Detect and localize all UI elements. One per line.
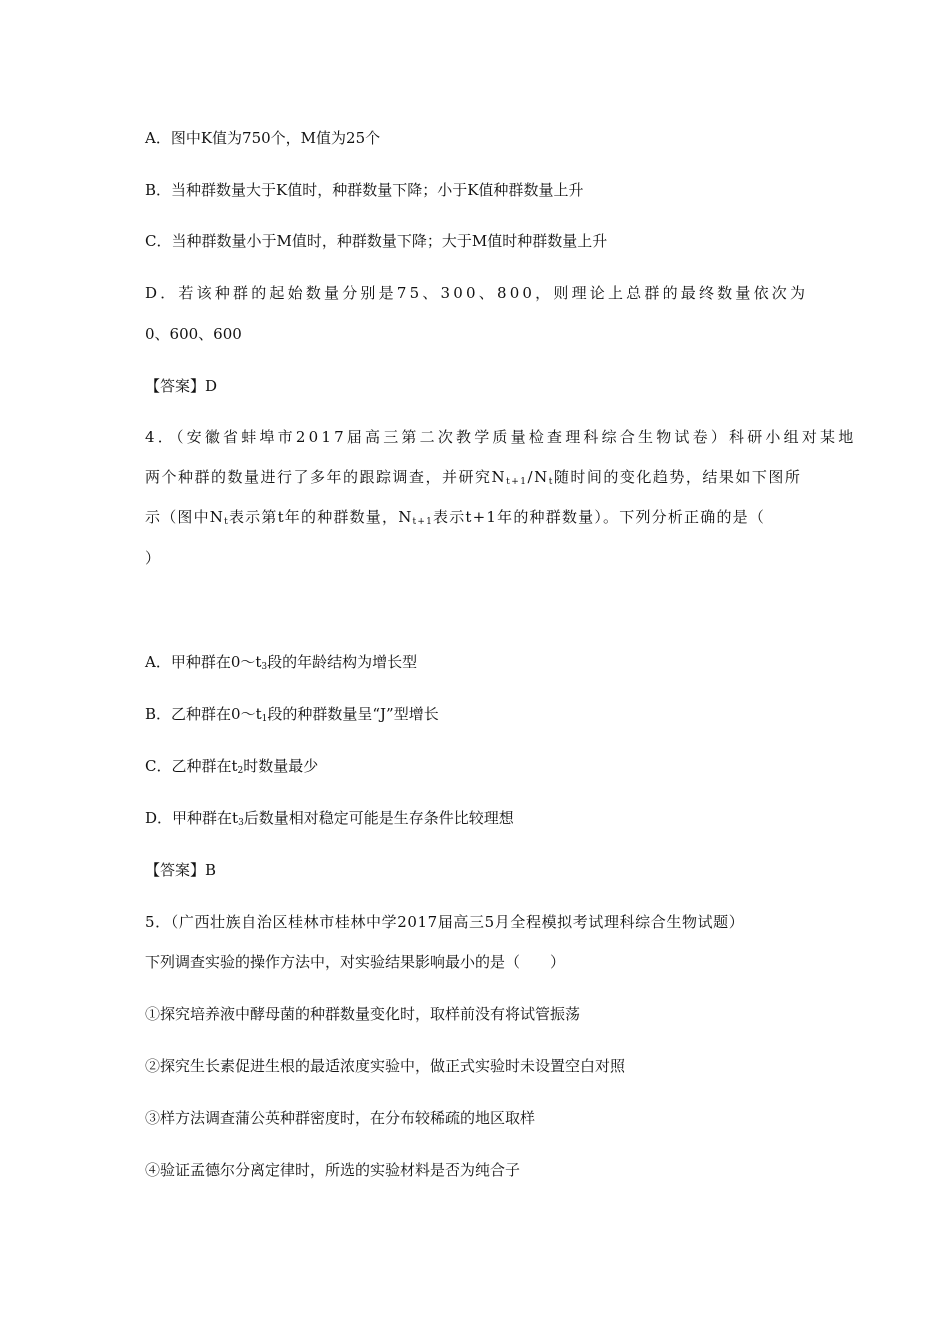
q4-option-c-sub: 2 xyxy=(237,766,244,776)
q4-line2-post: 随时间的变化趋势，结果如下图所 xyxy=(553,468,802,486)
q4-option-c-pre: C．乙种群在t xyxy=(145,757,238,775)
q5-item-4: ④验证孟德尔分离定律时，所选的实验材料是否为纯合子 xyxy=(145,1161,521,1179)
q5-stem-line1: 5．（广西壮族自治区桂林市桂林中学2017届高三5月全程模拟考试理科综合生物试题） xyxy=(145,913,745,931)
q4-line2-mid: /N xyxy=(527,468,549,486)
q5-item-1: ①探究培养液中酵母菌的种群数量变化时，取样前没有将试管振荡 xyxy=(145,1005,581,1023)
q4-option-d-post: 后数量相对稳定可能是生存条件比较理想 xyxy=(243,809,514,827)
q4-option-b-sub: 1 xyxy=(261,714,268,724)
q4-option-d-pre: D．甲种群在t xyxy=(145,809,239,827)
q3-option-a: A．图中K值为750个，M值为25个 xyxy=(145,129,381,147)
q4-stem-line3 xyxy=(145,507,825,527)
q4-option-c xyxy=(145,756,825,776)
q4-line3-sub2: t+1 xyxy=(412,517,434,527)
q4-option-a-post: 段的年龄结构为增长型 xyxy=(267,653,418,671)
q3-option-d-line2: 0、600、600 xyxy=(145,325,242,343)
q4-option-b-pre: B．乙种群在0～t xyxy=(145,705,262,723)
q5-item-3: ③样方法调查蒲公英种群密度时，在分布较稀疏的地区取样 xyxy=(145,1109,536,1127)
q4-option-c-post: 时数量最少 xyxy=(243,757,319,775)
q3-option-b: B．当种群数量大于K值时，种群数量下降；小于K值种群数量上升 xyxy=(145,181,584,199)
q4-line3-mid: 表示第t年的种群数量，N xyxy=(228,508,413,526)
q4-answer: 【答案】B xyxy=(145,861,217,879)
q4-option-b-post: 段的种群数量呈“J”型增长 xyxy=(267,705,439,723)
q3-option-c: C．当种群数量小于M值时，种群数量下降；大于M值时种群数量上升 xyxy=(145,232,608,250)
q3-answer: 【答案】D xyxy=(145,377,218,395)
q4-stem-line2 xyxy=(145,467,825,487)
q4-option-d xyxy=(145,808,825,828)
q4-line3-sub1: t xyxy=(224,517,229,527)
q3-option-d-line1: D．若该种群的起始数量分别是75、300、800，则理论上总群的最终数量依次为 xyxy=(145,284,809,302)
q4-line2-sub2: t xyxy=(548,477,554,487)
q4-stem-line4: ） xyxy=(145,549,161,567)
q4-option-b xyxy=(145,704,825,724)
q4-option-a-sub: 3 xyxy=(261,662,268,672)
q4-line2-sub1: t+1 xyxy=(506,477,528,487)
q4-option-a xyxy=(145,652,825,672)
q4-line2-pre: 两个种群的数量进行了多年的跟踪调查，并研究N xyxy=(145,468,507,486)
q4-line3-post: 表示t+1年的种群数量）。下列分析正确的是（ xyxy=(433,508,766,526)
q4-line3-pre: 示（图中N xyxy=(145,508,225,526)
q4-option-a-pre: A．甲种群在0～t xyxy=(145,653,262,671)
q5-item-2: ②探究生长素促进生根的最适浓度实验中，做正式实验时未设置空白对照 xyxy=(145,1057,626,1075)
q4-option-d-sub: 3 xyxy=(238,818,244,828)
q4-stem-line1: 4．（安徽省蚌埠市2017届高三第二次教学质量检查理科综合生物试卷）科研小组对某地 xyxy=(145,428,857,446)
q5-stem-line2: 下列调查实验的操作方法中，对实验结果影响最小的是（ ） xyxy=(145,953,566,971)
